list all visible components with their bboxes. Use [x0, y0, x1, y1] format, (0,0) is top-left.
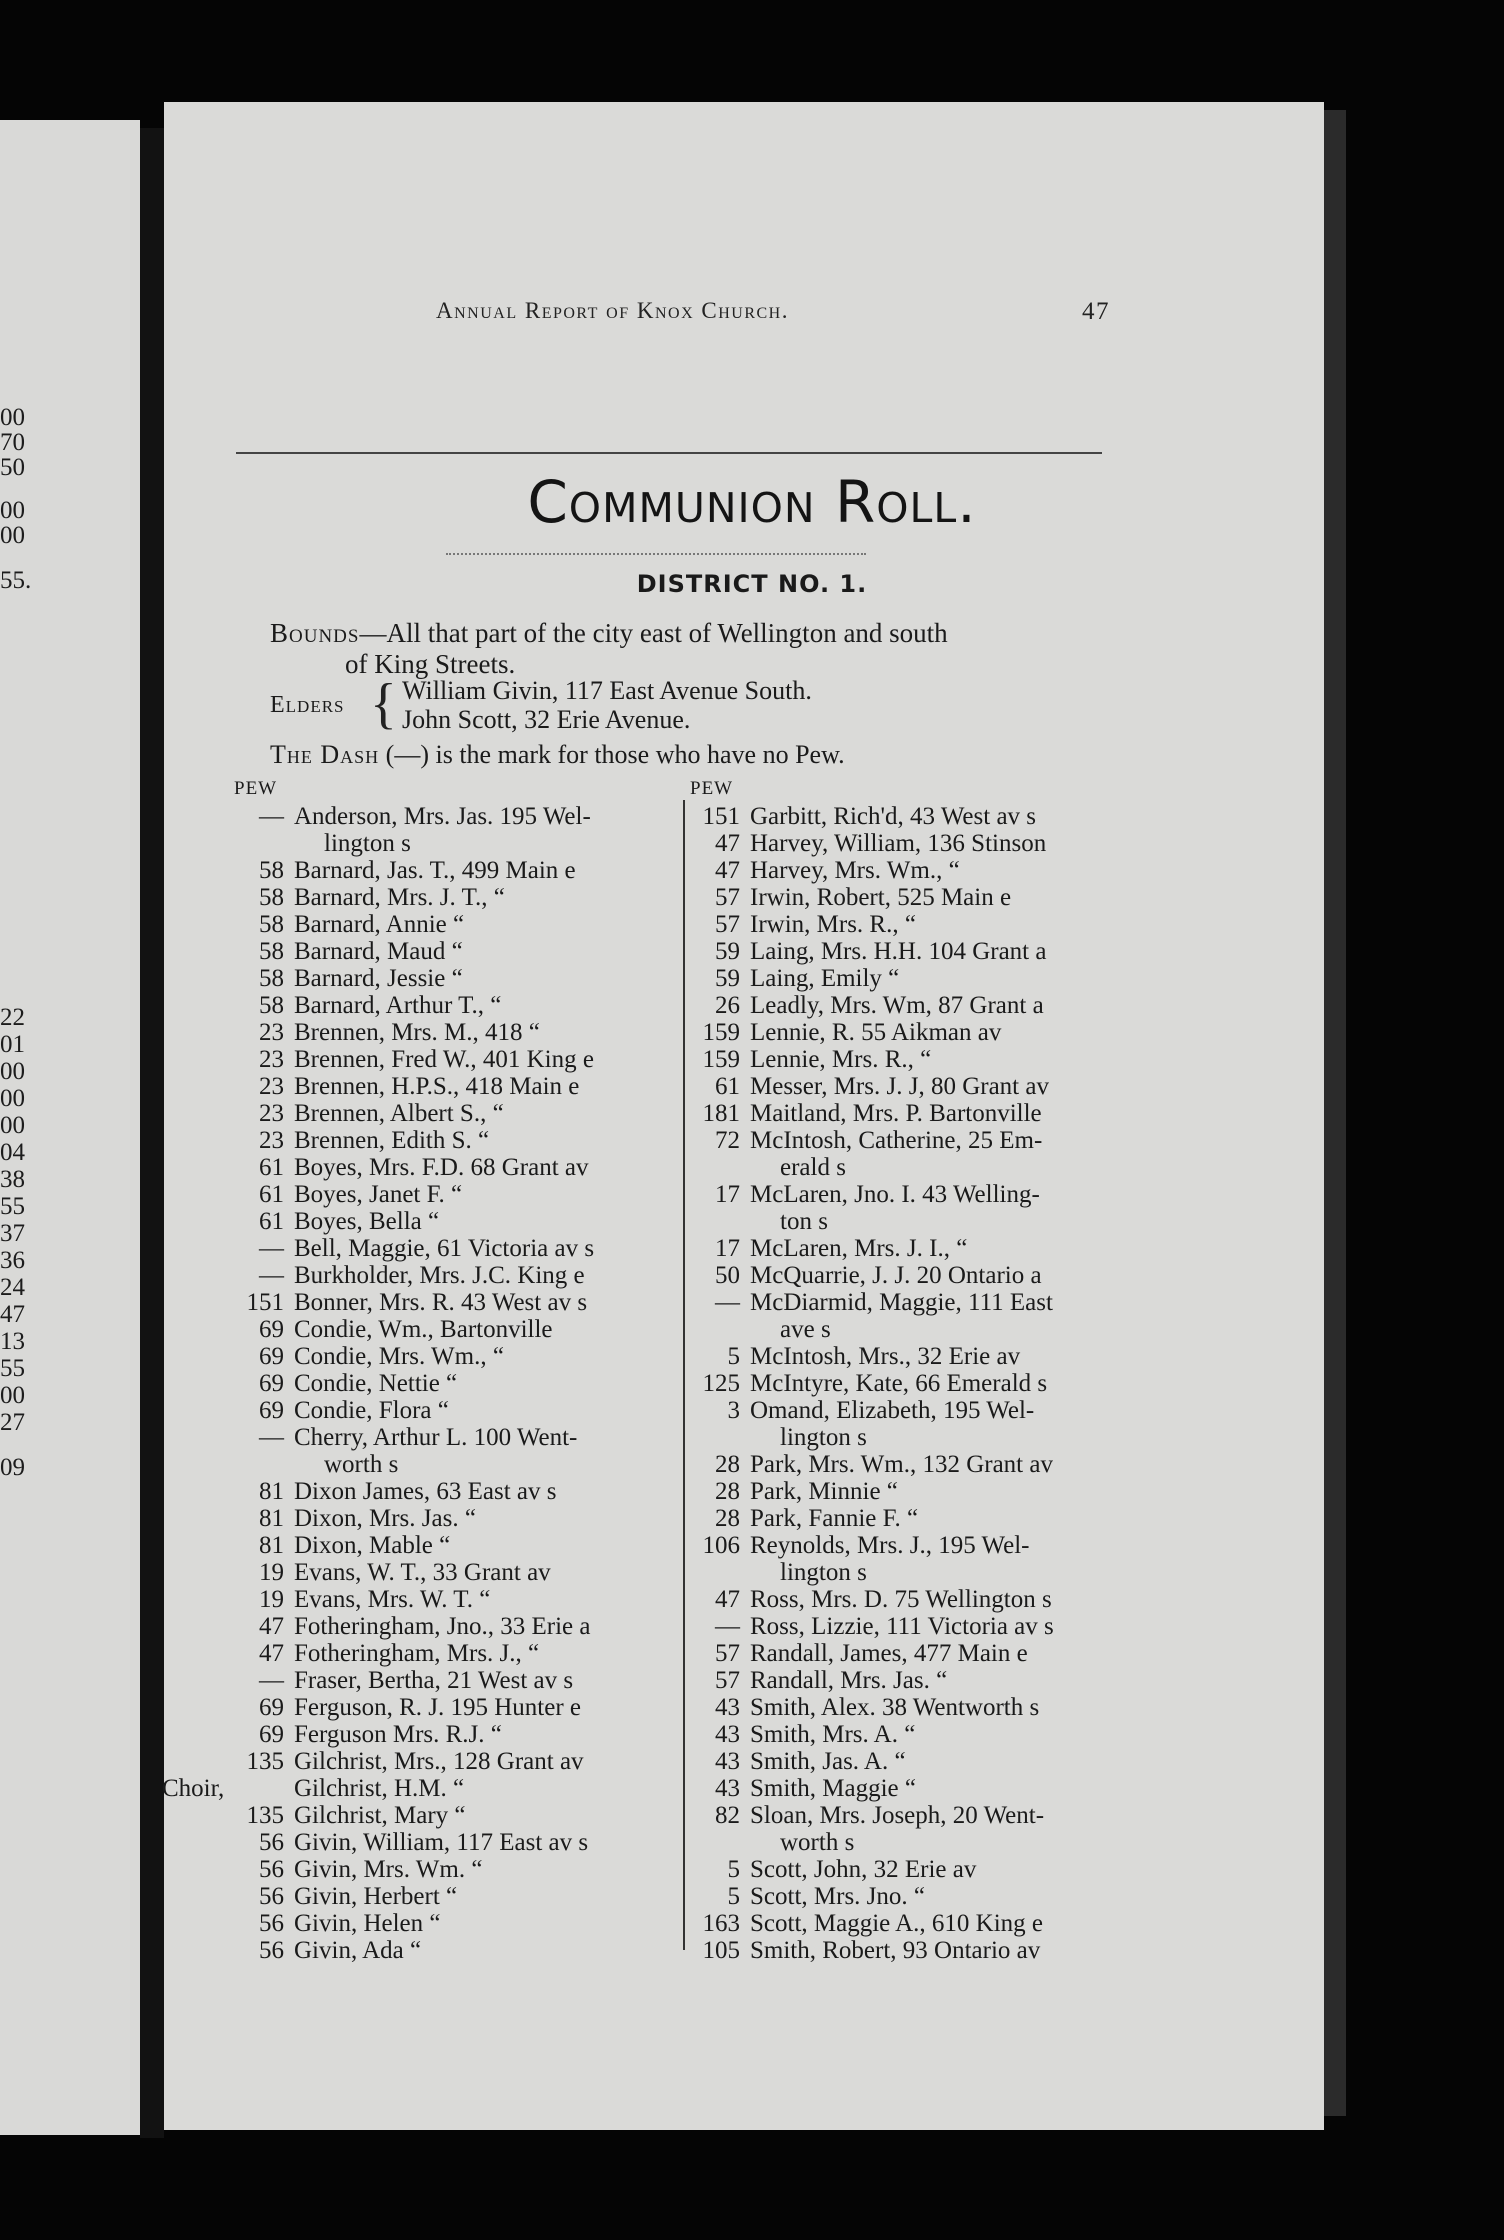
roll-entry: [690, 1262, 1140, 1289]
facing-page-number: 13: [0, 1328, 25, 1355]
pew-number: 69: [259, 1721, 284, 1748]
member-name: Bonner, Mrs. R. 43 West av s: [294, 1289, 588, 1316]
pew-number: 17: [715, 1235, 740, 1262]
roll-entry: [690, 1181, 1140, 1208]
elders-list: [402, 676, 812, 734]
facing-page-number: 47: [0, 1301, 25, 1328]
facing-page-number: 00: [0, 404, 25, 431]
member-name: Barnard, Arthur T., “: [294, 992, 502, 1019]
roll-entry: [690, 1316, 1140, 1343]
member-name: Condie, Mrs. Wm., “: [294, 1343, 504, 1370]
roll-entry: [234, 1910, 674, 1937]
member-name: Lennie, R. 55 Aikman av: [750, 1019, 1002, 1046]
pew-number: 106: [702, 1532, 740, 1559]
member-name: Boyes, Janet F. “: [294, 1181, 463, 1208]
facing-page-number: 22: [0, 1004, 25, 1031]
roll-entry: [234, 1721, 674, 1748]
pew-number: 61: [715, 1073, 740, 1100]
pew-number: 5: [727, 1856, 740, 1883]
pew-number: 28: [715, 1505, 740, 1532]
pew-number: 72: [715, 1127, 740, 1154]
pew-column-header: PEW: [690, 778, 734, 799]
roll-entry: [234, 1397, 674, 1424]
member-name: Barnard, Maud “: [294, 938, 463, 965]
pew-number: 58: [259, 938, 284, 965]
member-name: ton s: [780, 1208, 828, 1235]
title-dotted-rule: [446, 553, 866, 555]
facing-page-number: 55.: [0, 567, 32, 594]
pew-number: 47: [259, 1613, 284, 1640]
pew-number: 181: [702, 1100, 740, 1127]
member-name: lington s: [324, 830, 411, 857]
roll-entry: [234, 1748, 674, 1775]
member-name: Messer, Mrs. J. J, 80 Grant av: [750, 1073, 1049, 1100]
roll-entry: [234, 1181, 674, 1208]
roll-entry: [234, 1046, 674, 1073]
member-name: Dixon James, 63 East av s: [294, 1478, 557, 1505]
pew-number: —: [715, 1289, 740, 1316]
roll-entry: [690, 1559, 1140, 1586]
facing-page-number: 09: [0, 1454, 25, 1481]
member-name: Ferguson Mrs. R.J. “: [294, 1721, 502, 1748]
member-name: Givin, Helen “: [294, 1910, 441, 1937]
roll-entry: [234, 1100, 674, 1127]
roll-entry: [690, 1748, 1140, 1775]
roll-entry: [234, 1154, 674, 1181]
roll-entry: [690, 1802, 1140, 1829]
facing-page-number: 27: [0, 1409, 25, 1436]
pew-number: 135: [246, 1802, 284, 1829]
pew-number: 57: [715, 884, 740, 911]
member-name: Givin, Herbert “: [294, 1883, 458, 1910]
pew-number: 69: [259, 1370, 284, 1397]
roll-entry: [690, 1235, 1140, 1262]
member-name: Burkholder, Mrs. J.C. King e: [294, 1262, 585, 1289]
roll-entry: [690, 1775, 1140, 1802]
member-name: McIntyre, Kate, 66 Emerald s: [750, 1370, 1048, 1397]
member-name: Ross, Lizzie, 111 Victoria av s: [750, 1613, 1054, 1640]
facing-page-number: 37: [0, 1220, 25, 1247]
roll-entry: [690, 1721, 1140, 1748]
member-name: Sloan, Mrs. Joseph, 20 Went-: [750, 1802, 1045, 1829]
member-name: Ross, Mrs. D. 75 Wellington s: [750, 1586, 1052, 1613]
pew-number: 56: [259, 1883, 284, 1910]
roll-entry: [234, 857, 674, 884]
member-name: Randall, Mrs. Jas. “: [750, 1667, 948, 1694]
roll-entry: [690, 1451, 1140, 1478]
member-name: Condie, Nettie “: [294, 1370, 458, 1397]
pew-number: 56: [259, 1937, 284, 1964]
column-divider: [683, 800, 685, 1950]
member-name: Bell, Maggie, 61 Victoria av s: [294, 1235, 595, 1262]
pew-number: 163: [702, 1910, 740, 1937]
member-name: Brennen, Fred W., 401 King e: [294, 1046, 594, 1073]
roll-entry: [234, 1451, 674, 1478]
member-name: Harvey, Mrs. Wm., “: [750, 857, 960, 884]
member-name: Reynolds, Mrs. J., 195 Wel-: [750, 1532, 1030, 1559]
pew-number: 28: [715, 1451, 740, 1478]
roll-entry: [234, 965, 674, 992]
roll-entry: [234, 1667, 674, 1694]
member-name: Laing, Emily “: [750, 965, 900, 992]
page-number: 47: [1082, 298, 1110, 325]
roll-entry: [690, 857, 1140, 884]
member-name: Boyes, Mrs. F.D. 68 Grant av: [294, 1154, 589, 1181]
page-edge-shadow: [1324, 110, 1346, 2116]
member-name: Lennie, Mrs. R., “: [750, 1046, 932, 1073]
pew-number: 57: [715, 911, 740, 938]
member-name: Evans, Mrs. W. T. “: [294, 1586, 491, 1613]
member-name: Smith, Mrs. A. “: [750, 1721, 916, 1748]
roll-entry: [690, 1856, 1140, 1883]
facing-page-number: 00: [0, 1382, 25, 1409]
member-name: worth s: [324, 1451, 399, 1478]
pew-number: 19: [259, 1559, 284, 1586]
member-name: McIntosh, Catherine, 25 Em-: [750, 1127, 1043, 1154]
roll-entry: [690, 1289, 1140, 1316]
pew-number: 82: [715, 1802, 740, 1829]
member-name: Anderson, Mrs. Jas. 195 Wel-: [294, 803, 591, 830]
pew-number: 59: [715, 965, 740, 992]
member-name: Barnard, Mrs. J. T., “: [294, 884, 505, 911]
member-name: Smith, Maggie “: [750, 1775, 916, 1802]
pew-number: 58: [259, 884, 284, 911]
roll-entry: [234, 1073, 674, 1100]
roll-entry: [234, 1289, 674, 1316]
roll-entry: [690, 884, 1140, 911]
roll-entry: [234, 1424, 674, 1451]
roll-entry: [162, 1775, 674, 1802]
roll-entry: [234, 1343, 674, 1370]
member-name: McDiarmid, Maggie, 111 East: [750, 1289, 1053, 1316]
roll-entry: [690, 1397, 1140, 1424]
member-name: Barnard, Jas. T., 499 Main e: [294, 857, 576, 884]
roll-entry: [690, 1532, 1140, 1559]
member-name: Brennen, Albert S., “: [294, 1100, 504, 1127]
member-name: McQuarrie, J. J. 20 Ontario a: [750, 1262, 1042, 1289]
pew-number: 81: [259, 1505, 284, 1532]
roll-column-right: [690, 775, 1140, 1964]
roll-entry: [690, 1370, 1140, 1397]
member-name: McIntosh, Mrs., 32 Erie av: [750, 1343, 1021, 1370]
member-name: lington s: [780, 1424, 867, 1451]
facing-page-number: 00: [0, 522, 25, 549]
member-name: Randall, James, 477 Main e: [750, 1640, 1028, 1667]
running-head-title: Annual Report of Knox Church.: [436, 298, 789, 323]
bounds-line-2: of King Streets.: [345, 649, 516, 679]
facing-page-number: 70: [0, 429, 25, 456]
pew-number: —: [259, 1235, 284, 1262]
pew-number: 69: [259, 1694, 284, 1721]
member-name: Gilchrist, H.M. “: [294, 1775, 465, 1802]
member-name: Irwin, Robert, 525 Main e: [750, 884, 1012, 911]
pew-number: 23: [259, 1046, 284, 1073]
roll-entry: [234, 1019, 674, 1046]
facing-page-number: 55: [0, 1355, 25, 1382]
bounds-line-1: —All that part of the city east of Wellington and south: [359, 618, 948, 648]
pew-number: 159: [702, 1019, 740, 1046]
pew-number: 59: [715, 938, 740, 965]
roll-entry: [234, 884, 674, 911]
member-name: Harvey, William, 136 Stinson: [750, 830, 1047, 857]
facing-page-number: 38: [0, 1166, 25, 1193]
member-name: Gilchrist, Mrs., 128 Grant av: [294, 1748, 584, 1775]
roll-entry: [234, 1937, 674, 1964]
roll-entry: [690, 938, 1140, 965]
roll-entry: [234, 1478, 674, 1505]
roll-entry: [690, 1100, 1140, 1127]
elders-brace: {: [370, 673, 397, 735]
member-name: Maitland, Mrs. P. Bartonville: [750, 1100, 1042, 1127]
roll-entry: [234, 803, 674, 830]
member-name: Fraser, Bertha, 21 West av s: [294, 1667, 574, 1694]
pew-number: 47: [715, 857, 740, 884]
bounds-label: Bounds: [270, 618, 360, 648]
member-name: Dixon, Mable “: [294, 1532, 451, 1559]
pew-number: 125: [702, 1370, 740, 1397]
pew-number: 69: [259, 1316, 284, 1343]
pew-number: —: [259, 803, 284, 830]
roll-entry: [690, 1073, 1140, 1100]
pew-number: 19: [259, 1586, 284, 1613]
pew-number: 81: [259, 1478, 284, 1505]
elders-label: Elders: [270, 692, 345, 718]
roll-entry: [690, 992, 1140, 1019]
member-name: Evans, W. T., 33 Grant av: [294, 1559, 551, 1586]
roll-entry: [690, 1883, 1140, 1910]
member-name: Brennen, H.P.S., 418 Main e: [294, 1073, 580, 1100]
pew-number: 58: [259, 992, 284, 1019]
pew-number: —: [259, 1424, 284, 1451]
roll-entry: [234, 1883, 674, 1910]
pew-number: 57: [715, 1667, 740, 1694]
member-name: erald s: [780, 1154, 846, 1181]
roll-entry: [690, 1910, 1140, 1937]
roll-entry: [234, 1505, 674, 1532]
member-name: Garbitt, Rich'd, 43 West av s: [750, 803, 1037, 830]
pew-number: 47: [715, 830, 740, 857]
roll-entry: [690, 1046, 1140, 1073]
member-name: Ferguson, R. J. 195 Hunter e: [294, 1694, 582, 1721]
pew-number: 58: [259, 965, 284, 992]
roll-entry: [234, 1370, 674, 1397]
roll-entry: [690, 1208, 1140, 1235]
roll-entry: [690, 1640, 1140, 1667]
roll-entry: [234, 1316, 674, 1343]
member-name: Fotheringham, Jno., 33 Erie a: [294, 1613, 591, 1640]
pew-number: 43: [715, 1694, 740, 1721]
header-rule: [236, 452, 1102, 454]
member-name: Omand, Elizabeth, 195 Wel-: [750, 1397, 1035, 1424]
pew-number: 47: [259, 1640, 284, 1667]
facing-page-number: 36: [0, 1247, 25, 1274]
member-name: Gilchrist, Mary “: [294, 1802, 466, 1829]
roll-entry: [234, 1856, 674, 1883]
pew-number: 69: [259, 1343, 284, 1370]
roll-entry: [690, 1424, 1140, 1451]
member-name: Park, Fannie F. “: [750, 1505, 919, 1532]
pew-number: 151: [702, 803, 740, 830]
bounds-paragraph: [270, 618, 1170, 680]
facing-page-number: 00: [0, 1058, 25, 1085]
roll-entry: [690, 1937, 1140, 1964]
roll-entry: [690, 1505, 1140, 1532]
roll-entry: [690, 1154, 1140, 1181]
roll-entry: [690, 1019, 1140, 1046]
pew-number: 56: [259, 1910, 284, 1937]
dash-note-text: (—) is the mark for those who have no Pew.: [379, 740, 845, 769]
pew-number: 43: [715, 1775, 740, 1802]
roll-entry: [690, 830, 1140, 857]
member-name: worth s: [780, 1829, 855, 1856]
roll-column-left: [162, 775, 674, 1964]
roll-entry: [234, 1208, 674, 1235]
member-name: Leadly, Mrs. Wm, 87 Grant a: [750, 992, 1044, 1019]
roll-entry: [234, 1532, 674, 1559]
member-name: Barnard, Annie “: [294, 911, 465, 938]
roll-entry: [690, 1694, 1140, 1721]
member-name: Laing, Mrs. H.H. 104 Grant a: [750, 938, 1047, 965]
pew-number: 23: [259, 1019, 284, 1046]
roll-entry: [690, 1613, 1140, 1640]
roll-entry: [690, 1127, 1140, 1154]
pew-number: 61: [259, 1208, 284, 1235]
member-name: Smith, Jas. A. “: [750, 1748, 906, 1775]
member-name: Barnard, Jessie “: [294, 965, 463, 992]
facing-page-edge: [0, 120, 140, 2135]
roll-entry: [234, 911, 674, 938]
elder-name: John Scott, 32 Erie Avenue.: [402, 705, 691, 734]
pew-number: 23: [259, 1073, 284, 1100]
member-name: Cherry, Arthur L. 100 Went-: [294, 1424, 578, 1451]
roll-entry: [690, 1667, 1140, 1694]
member-name: Smith, Robert, 93 Ontario av: [750, 1937, 1041, 1964]
pew-number: 105: [702, 1937, 740, 1964]
member-name: Dixon, Mrs. Jas. “: [294, 1505, 476, 1532]
pew-number: 58: [259, 911, 284, 938]
pew-column-header: PEW: [234, 778, 278, 799]
roll-entry: [234, 1235, 674, 1262]
roll-entry: [690, 911, 1140, 938]
pew-number: 26: [715, 992, 740, 1019]
member-name: Brennen, Edith S. “: [294, 1127, 490, 1154]
pew-number: 23: [259, 1127, 284, 1154]
member-name: Scott, Maggie A., 610 King e: [750, 1910, 1044, 1937]
member-name: Scott, John, 32 Erie av: [750, 1856, 977, 1883]
pew-number: 135: [246, 1748, 284, 1775]
roll-entry: [690, 1586, 1140, 1613]
roll-entry: [234, 1586, 674, 1613]
roll-entry: [234, 1694, 674, 1721]
roll-entry: [690, 1478, 1140, 1505]
facing-page-number: 00: [0, 1085, 25, 1112]
pew-number: 28: [715, 1478, 740, 1505]
pew-number: 5: [727, 1883, 740, 1910]
pew-number: 23: [259, 1100, 284, 1127]
roll-entry: [234, 1640, 674, 1667]
member-name: Park, Mrs. Wm., 132 Grant av: [750, 1451, 1053, 1478]
pew-number: 17: [715, 1181, 740, 1208]
pew-number: 47: [715, 1586, 740, 1613]
member-name: Boyes, Bella “: [294, 1208, 440, 1235]
pew-number: 61: [259, 1181, 284, 1208]
member-name: Smith, Alex. 38 Wentworth s: [750, 1694, 1040, 1721]
district-heading: DISTRICT NO. 1.: [636, 570, 868, 598]
roll-entry: [690, 1829, 1140, 1856]
pew-number: —: [715, 1613, 740, 1640]
pew-number: 151: [246, 1289, 284, 1316]
pew-number: 69: [259, 1397, 284, 1424]
member-name: lington s: [780, 1559, 867, 1586]
roll-entry: [234, 992, 674, 1019]
member-name: Condie, Flora “: [294, 1397, 449, 1424]
dash-note-label: The Dash: [270, 740, 380, 769]
roll-entry: [234, 1559, 674, 1586]
pew-number: 159: [702, 1046, 740, 1073]
roll-entry: [690, 965, 1140, 992]
pew-number: 61: [259, 1154, 284, 1181]
pew-number: —: [259, 1262, 284, 1289]
page-title: Communion Roll.: [527, 468, 977, 536]
member-name: Scott, Mrs. Jno. “: [750, 1883, 925, 1910]
facing-page-number: 04: [0, 1139, 25, 1166]
member-name: Fotheringham, Mrs. J., “: [294, 1640, 540, 1667]
pew-number: —: [259, 1667, 284, 1694]
member-name: Condie, Wm., Bartonville: [294, 1316, 553, 1343]
pew-number: 43: [715, 1721, 740, 1748]
member-name: ave s: [780, 1316, 831, 1343]
roll-entry: [234, 1613, 674, 1640]
roll-entry: [234, 1262, 674, 1289]
pew-number: 56: [259, 1856, 284, 1883]
member-name: McLaren, Jno. I. 43 Welling-: [750, 1181, 1040, 1208]
roll-entry: [690, 1343, 1140, 1370]
pew-number: 3: [727, 1397, 740, 1424]
member-name: McLaren, Mrs. J. I., “: [750, 1235, 968, 1262]
pew-number: 58: [259, 857, 284, 884]
facing-page-number: 50: [0, 454, 25, 481]
member-name: Park, Minnie “: [750, 1478, 898, 1505]
member-name: Givin, Ada “: [294, 1937, 422, 1964]
pew-number: 43: [715, 1748, 740, 1775]
roll-entry: [234, 1802, 674, 1829]
facing-page-number: 00: [0, 1112, 25, 1139]
roll-entry: [234, 830, 674, 857]
facing-page-number: 01: [0, 1031, 25, 1058]
member-name: Givin, Mrs. Wm. “: [294, 1856, 483, 1883]
member-name: Irwin, Mrs. R., “: [750, 911, 916, 938]
elder-name: William Givin, 117 East Avenue South.: [402, 676, 812, 705]
roll-entry: [234, 938, 674, 965]
member-name: Givin, William, 117 East av s: [294, 1829, 589, 1856]
member-name: Brennen, Mrs. M., 418 “: [294, 1019, 540, 1046]
pew-number: 56: [259, 1829, 284, 1856]
pew-number: 57: [715, 1640, 740, 1667]
roll-entry: [690, 803, 1140, 830]
facing-page-number: 00: [0, 497, 25, 524]
pew-number: 5: [727, 1343, 740, 1370]
pew-number: Choir,: [162, 1775, 225, 1802]
roll-entry: [234, 1829, 674, 1856]
pew-number: 81: [259, 1532, 284, 1559]
book-gutter: [140, 128, 164, 2138]
dash-note: [270, 740, 845, 770]
pew-number: 50: [715, 1262, 740, 1289]
facing-page-number: 24: [0, 1274, 25, 1301]
roll-entry: [234, 1127, 674, 1154]
facing-page-number: 55: [0, 1193, 25, 1220]
